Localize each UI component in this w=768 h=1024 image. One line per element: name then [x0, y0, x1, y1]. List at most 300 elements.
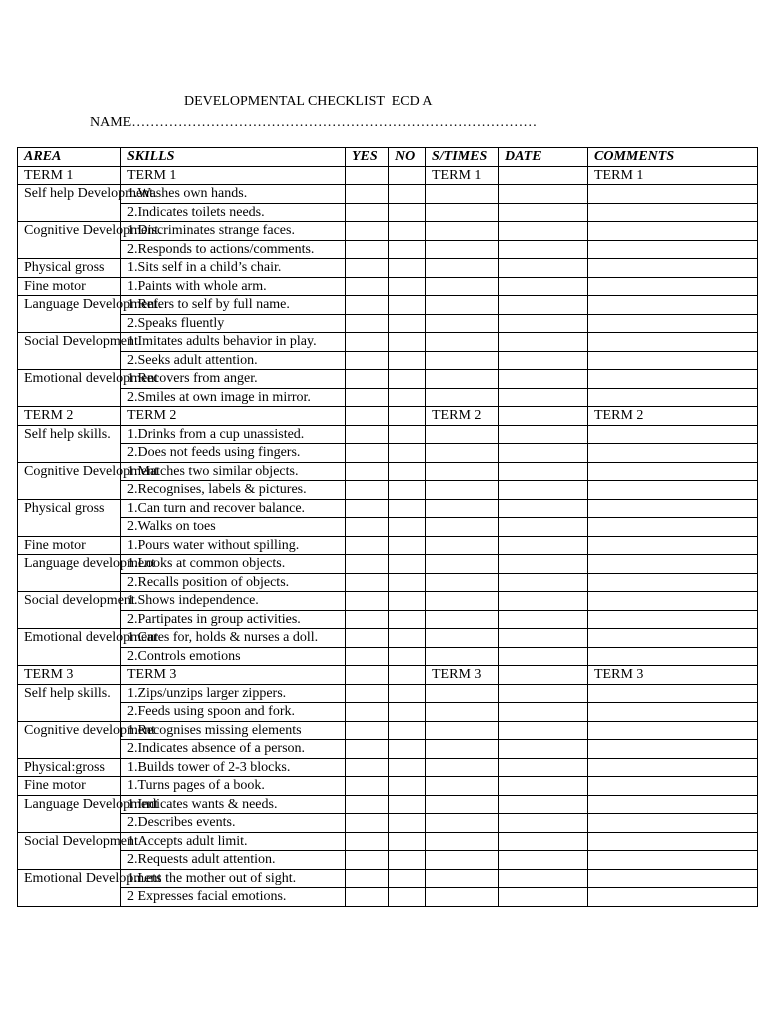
no-cell[interactable] — [389, 666, 426, 685]
stimes-cell[interactable] — [426, 758, 499, 777]
no-cell[interactable] — [389, 647, 426, 666]
area-cell: Fine motor — [18, 277, 121, 296]
stimes-cell[interactable] — [426, 370, 499, 389]
date-cell[interactable] — [499, 740, 588, 759]
comments-cell[interactable] — [588, 684, 758, 703]
skill-row — [18, 610, 758, 629]
skill-cell: 1.Matches two similar objects. — [121, 462, 346, 481]
comments-cell[interactable] — [588, 314, 758, 333]
date-cell[interactable] — [499, 647, 588, 666]
stimes-cell[interactable] — [426, 185, 499, 204]
date-cell[interactable] — [499, 388, 588, 407]
no-cell[interactable] — [389, 795, 426, 814]
date-cell[interactable] — [499, 314, 588, 333]
yes-cell[interactable] — [346, 407, 389, 426]
term-skills-label: TERM 1 — [121, 166, 346, 185]
yes-cell[interactable] — [346, 869, 389, 888]
skill-cell: 2.Recognises, labels & pictures. — [121, 481, 346, 500]
date-cell[interactable] — [499, 629, 588, 648]
skill-cell: 2 Expresses facial emotions. — [121, 888, 346, 907]
no-cell[interactable] — [389, 869, 426, 888]
date-cell[interactable] — [499, 610, 588, 629]
skill-row — [18, 777, 758, 796]
no-cell[interactable] — [389, 629, 426, 648]
term-comments-label: TERM 3 — [588, 666, 758, 685]
comments-cell[interactable] — [588, 351, 758, 370]
no-cell[interactable] — [389, 555, 426, 574]
comments-cell[interactable] — [588, 592, 758, 611]
comments-cell[interactable] — [588, 740, 758, 759]
skill-row — [18, 499, 758, 518]
skill-row — [18, 814, 758, 833]
skill-cell: 2.Partipates in group activities. — [121, 610, 346, 629]
yes-cell[interactable] — [346, 795, 389, 814]
stimes-cell[interactable] — [426, 296, 499, 315]
no-cell[interactable] — [389, 166, 426, 185]
yes-cell[interactable] — [346, 222, 389, 241]
stimes-cell[interactable] — [426, 814, 499, 833]
date-cell[interactable] — [499, 222, 588, 241]
developmental-checklist-table — [17, 147, 758, 907]
skill-cell: 1.Sits self in a child’s chair. — [121, 259, 346, 278]
stimes-cell[interactable] — [426, 518, 499, 537]
term-comments-label: TERM 2 — [588, 407, 758, 426]
date-cell[interactable] — [499, 185, 588, 204]
skill-cell: 2.Requests adult attention. — [121, 851, 346, 870]
term-header-row — [18, 407, 758, 426]
yes-cell[interactable] — [346, 462, 389, 481]
skill-row — [18, 481, 758, 500]
area-cell: Physical gross — [18, 259, 121, 278]
skill-row — [18, 629, 758, 648]
skill-row — [18, 222, 758, 241]
skill-cell: 2.Seeks adult attention. — [121, 351, 346, 370]
no-cell[interactable] — [389, 721, 426, 740]
skill-cell: 2.Speaks fluently — [121, 314, 346, 333]
no-cell[interactable] — [389, 481, 426, 500]
yes-cell[interactable] — [346, 499, 389, 518]
comments-cell[interactable] — [588, 629, 758, 648]
skill-row — [18, 869, 758, 888]
stimes-cell[interactable] — [426, 499, 499, 518]
stimes-cell[interactable] — [426, 888, 499, 907]
skill-cell: 1.Looks at common objects. — [121, 555, 346, 574]
stimes-cell[interactable] — [426, 203, 499, 222]
no-cell[interactable] — [389, 351, 426, 370]
stimes-cell[interactable] — [426, 259, 499, 278]
header-area: AREA — [18, 148, 121, 167]
stimes-cell[interactable] — [426, 444, 499, 463]
no-cell[interactable] — [389, 851, 426, 870]
date-cell[interactable] — [499, 703, 588, 722]
no-cell[interactable] — [389, 499, 426, 518]
comments-cell[interactable] — [588, 610, 758, 629]
stimes-cell[interactable] — [426, 703, 499, 722]
stimes-cell[interactable] — [426, 851, 499, 870]
comments-cell[interactable] — [588, 444, 758, 463]
stimes-cell[interactable] — [426, 555, 499, 574]
comments-cell[interactable] — [588, 795, 758, 814]
skill-cell: 1.Shows independence. — [121, 592, 346, 611]
header-stimes: S/TIMES — [426, 148, 499, 167]
skill-cell: 2.Describes events. — [121, 814, 346, 833]
header-yes: YES — [346, 148, 389, 167]
date-cell[interactable] — [499, 481, 588, 500]
date-cell[interactable] — [499, 795, 588, 814]
no-cell[interactable] — [389, 684, 426, 703]
comments-cell[interactable] — [588, 814, 758, 833]
stimes-cell[interactable] — [426, 425, 499, 444]
skill-row — [18, 795, 758, 814]
stimes-cell[interactable] — [426, 222, 499, 241]
skill-row — [18, 370, 758, 389]
stimes-cell[interactable] — [426, 869, 499, 888]
skill-row — [18, 851, 758, 870]
date-cell[interactable] — [499, 814, 588, 833]
date-cell[interactable] — [499, 536, 588, 555]
stimes-cell[interactable] — [426, 351, 499, 370]
skill-cell: 1.Recovers from anger. — [121, 370, 346, 389]
yes-cell[interactable] — [346, 203, 389, 222]
no-cell[interactable] — [389, 296, 426, 315]
yes-cell[interactable] — [346, 573, 389, 592]
yes-cell[interactable] — [346, 166, 389, 185]
skill-row — [18, 296, 758, 315]
comments-cell[interactable] — [588, 721, 758, 740]
no-cell[interactable] — [389, 277, 426, 296]
no-cell[interactable] — [389, 703, 426, 722]
header-no: NO — [389, 148, 426, 167]
yes-cell[interactable] — [346, 703, 389, 722]
skill-row — [18, 703, 758, 722]
comments-cell[interactable] — [588, 203, 758, 222]
yes-cell[interactable] — [346, 370, 389, 389]
area-cell: Cognitive Development. — [18, 222, 121, 259]
yes-cell[interactable] — [346, 518, 389, 537]
yes-cell[interactable] — [346, 777, 389, 796]
skill-row — [18, 758, 758, 777]
stimes-cell[interactable] — [426, 240, 499, 259]
yes-cell[interactable] — [346, 388, 389, 407]
yes-cell[interactable] — [346, 758, 389, 777]
no-cell[interactable] — [389, 888, 426, 907]
no-cell[interactable] — [389, 592, 426, 611]
date-cell[interactable] — [499, 851, 588, 870]
term-header-row — [18, 666, 758, 685]
area-cell: Self help Development. — [18, 185, 121, 222]
comments-cell[interactable] — [588, 259, 758, 278]
no-cell[interactable] — [389, 740, 426, 759]
date-cell[interactable] — [499, 296, 588, 315]
stimes-cell[interactable] — [426, 314, 499, 333]
checklist-body — [18, 166, 758, 906]
area-cell: Fine motor — [18, 536, 121, 555]
yes-cell[interactable] — [346, 185, 389, 204]
skill-row — [18, 684, 758, 703]
date-cell[interactable] — [499, 499, 588, 518]
no-cell[interactable] — [389, 259, 426, 278]
term-skills-label: TERM 3 — [121, 666, 346, 685]
comments-cell[interactable] — [588, 703, 758, 722]
name-field-line: NAME…………………………………………………………………………… — [90, 115, 538, 130]
area-cell: Cognitive Development — [18, 462, 121, 499]
comments-cell[interactable] — [588, 758, 758, 777]
skill-row — [18, 462, 758, 481]
comments-cell[interactable] — [588, 333, 758, 352]
area-cell: Self help skills. — [18, 684, 121, 721]
skill-row — [18, 573, 758, 592]
comments-cell[interactable] — [588, 888, 758, 907]
comments-cell[interactable] — [588, 388, 758, 407]
skill-row — [18, 888, 758, 907]
skill-row — [18, 425, 758, 444]
yes-cell[interactable] — [346, 425, 389, 444]
yes-cell[interactable] — [346, 647, 389, 666]
area-cell: Emotional development — [18, 370, 121, 407]
comments-cell[interactable] — [588, 499, 758, 518]
header-row — [18, 148, 758, 167]
comments-cell[interactable] — [588, 573, 758, 592]
area-cell: Language Development — [18, 795, 121, 832]
skill-row — [18, 721, 758, 740]
skill-row — [18, 240, 758, 259]
date-cell[interactable] — [499, 666, 588, 685]
area-cell: Physical:gross — [18, 758, 121, 777]
skill-row — [18, 740, 758, 759]
no-cell[interactable] — [389, 333, 426, 352]
no-cell[interactable] — [389, 444, 426, 463]
no-cell[interactable] — [389, 222, 426, 241]
skill-cell: 1.Builds tower of 2-3 blocks. — [121, 758, 346, 777]
comments-cell[interactable] — [588, 185, 758, 204]
no-cell[interactable] — [389, 407, 426, 426]
no-cell[interactable] — [389, 777, 426, 796]
date-cell[interactable] — [499, 166, 588, 185]
comments-cell[interactable] — [588, 240, 758, 259]
comments-cell[interactable] — [588, 869, 758, 888]
stimes-cell[interactable] — [426, 629, 499, 648]
stimes-cell[interactable] — [426, 333, 499, 352]
no-cell[interactable] — [389, 203, 426, 222]
yes-cell[interactable] — [346, 629, 389, 648]
yes-cell[interactable] — [346, 684, 389, 703]
comments-cell[interactable] — [588, 222, 758, 241]
date-cell[interactable] — [499, 462, 588, 481]
date-cell[interactable] — [499, 592, 588, 611]
skill-cell: 1.Discriminates strange faces. — [121, 222, 346, 241]
date-cell[interactable] — [499, 259, 588, 278]
term-label: TERM 1 — [18, 166, 121, 185]
skill-cell: 2.Indicates absence of a person. — [121, 740, 346, 759]
comments-cell[interactable] — [588, 832, 758, 851]
comments-cell[interactable] — [588, 462, 758, 481]
yes-cell[interactable] — [346, 481, 389, 500]
comments-cell[interactable] — [588, 536, 758, 555]
stimes-cell[interactable] — [426, 777, 499, 796]
date-cell[interactable] — [499, 444, 588, 463]
comments-cell[interactable] — [588, 481, 758, 500]
no-cell[interactable] — [389, 388, 426, 407]
date-cell[interactable] — [499, 777, 588, 796]
document-title: DEVELOPMENTAL CHECKLIST ECD A — [184, 94, 433, 109]
yes-cell[interactable] — [346, 740, 389, 759]
stimes-cell[interactable] — [426, 647, 499, 666]
yes-cell[interactable] — [346, 610, 389, 629]
skill-row — [18, 388, 758, 407]
stimes-cell[interactable] — [426, 592, 499, 611]
skill-cell: 1.Pours water without spilling. — [121, 536, 346, 555]
yes-cell[interactable] — [346, 259, 389, 278]
yes-cell[interactable] — [346, 592, 389, 611]
stimes-cell[interactable] — [426, 536, 499, 555]
date-cell[interactable] — [499, 888, 588, 907]
stimes-cell[interactable] — [426, 462, 499, 481]
no-cell[interactable] — [389, 814, 426, 833]
comments-cell[interactable] — [588, 296, 758, 315]
skill-row — [18, 185, 758, 204]
yes-cell[interactable] — [346, 444, 389, 463]
skill-cell: 1.Cares for, holds & nurses a doll. — [121, 629, 346, 648]
header-date: DATE — [499, 148, 588, 167]
skill-row — [18, 203, 758, 222]
comments-cell[interactable] — [588, 777, 758, 796]
no-cell[interactable] — [389, 758, 426, 777]
yes-cell[interactable] — [346, 333, 389, 352]
skill-row — [18, 592, 758, 611]
skill-cell: 1.Imitates adults behavior in play. — [121, 333, 346, 352]
skill-cell: 2.Recalls position of objects. — [121, 573, 346, 592]
stimes-cell[interactable] — [426, 740, 499, 759]
yes-cell[interactable] — [346, 832, 389, 851]
stimes-cell[interactable] — [426, 277, 499, 296]
no-cell[interactable] — [389, 518, 426, 537]
yes-cell[interactable] — [346, 277, 389, 296]
date-cell[interactable] — [499, 407, 588, 426]
skill-cell: 1.Refers to self by full name. — [121, 296, 346, 315]
area-cell: Social Development — [18, 832, 121, 869]
skill-cell: 1.Lets the mother out of sight. — [121, 869, 346, 888]
date-cell[interactable] — [499, 277, 588, 296]
comments-cell[interactable] — [588, 647, 758, 666]
no-cell[interactable] — [389, 832, 426, 851]
date-cell[interactable] — [499, 370, 588, 389]
yes-cell[interactable] — [346, 814, 389, 833]
yes-cell[interactable] — [346, 240, 389, 259]
term-stimes-label: TERM 2 — [426, 407, 499, 426]
skill-row — [18, 536, 758, 555]
yes-cell[interactable] — [346, 555, 389, 574]
skill-row — [18, 277, 758, 296]
area-cell: Language Development. — [18, 296, 121, 333]
skill-row — [18, 444, 758, 463]
skill-row — [18, 259, 758, 278]
date-cell[interactable] — [499, 240, 588, 259]
no-cell[interactable] — [389, 610, 426, 629]
no-cell[interactable] — [389, 185, 426, 204]
skill-cell: 1.Recognises missing elements — [121, 721, 346, 740]
no-cell[interactable] — [389, 536, 426, 555]
skill-row — [18, 832, 758, 851]
stimes-cell[interactable] — [426, 573, 499, 592]
date-cell[interactable] — [499, 425, 588, 444]
yes-cell[interactable] — [346, 351, 389, 370]
skill-cell: 2.Feeds using spoon and fork. — [121, 703, 346, 722]
date-cell[interactable] — [499, 869, 588, 888]
skill-row — [18, 647, 758, 666]
area-cell: Self help skills. — [18, 425, 121, 462]
skill-row — [18, 314, 758, 333]
stimes-cell[interactable] — [426, 481, 499, 500]
date-cell[interactable] — [499, 721, 588, 740]
skill-row — [18, 351, 758, 370]
comments-cell[interactable] — [588, 518, 758, 537]
yes-cell[interactable] — [346, 666, 389, 685]
date-cell[interactable] — [499, 555, 588, 574]
no-cell[interactable] — [389, 425, 426, 444]
term-header-row — [18, 166, 758, 185]
header-comments: COMMENTS — [588, 148, 758, 167]
stimes-cell[interactable] — [426, 684, 499, 703]
area-cell: Cognitive development — [18, 721, 121, 758]
stimes-cell[interactable] — [426, 795, 499, 814]
yes-cell[interactable] — [346, 536, 389, 555]
comments-cell[interactable] — [588, 851, 758, 870]
skill-cell: 2.Indicates toilets needs. — [121, 203, 346, 222]
stimes-cell[interactable] — [426, 388, 499, 407]
skill-cell: 1.Can turn and recover balance. — [121, 499, 346, 518]
no-cell[interactable] — [389, 314, 426, 333]
skill-row — [18, 555, 758, 574]
area-cell: Social development — [18, 592, 121, 629]
skill-cell: 1.Drinks from a cup unassisted. — [121, 425, 346, 444]
skill-cell: 1.Indicates wants & needs. — [121, 795, 346, 814]
yes-cell[interactable] — [346, 888, 389, 907]
comments-cell[interactable] — [588, 277, 758, 296]
stimes-cell[interactable] — [426, 832, 499, 851]
skill-cell: 2.Smiles at own image in mirror. — [121, 388, 346, 407]
no-cell[interactable] — [389, 462, 426, 481]
date-cell[interactable] — [499, 573, 588, 592]
no-cell[interactable] — [389, 370, 426, 389]
skill-cell: 2.Responds to actions/comments. — [121, 240, 346, 259]
skill-row — [18, 333, 758, 352]
yes-cell[interactable] — [346, 721, 389, 740]
date-cell[interactable] — [499, 684, 588, 703]
skill-cell: 1.Washes own hands. — [121, 185, 346, 204]
date-cell[interactable] — [499, 351, 588, 370]
yes-cell[interactable] — [346, 851, 389, 870]
term-stimes-label: TERM 1 — [426, 166, 499, 185]
no-cell[interactable] — [389, 240, 426, 259]
skill-cell: 2.Does not feeds using fingers. — [121, 444, 346, 463]
yes-cell[interactable] — [346, 314, 389, 333]
comments-cell[interactable] — [588, 370, 758, 389]
date-cell[interactable] — [499, 203, 588, 222]
date-cell[interactable] — [499, 518, 588, 537]
area-cell: Language development — [18, 555, 121, 592]
date-cell[interactable] — [499, 333, 588, 352]
skill-cell: 2.Controls emotions — [121, 647, 346, 666]
date-cell[interactable] — [499, 832, 588, 851]
stimes-cell[interactable] — [426, 610, 499, 629]
comments-cell[interactable] — [588, 425, 758, 444]
comments-cell[interactable] — [588, 555, 758, 574]
term-label: TERM 2 — [18, 407, 121, 426]
stimes-cell[interactable] — [426, 721, 499, 740]
date-cell[interactable] — [499, 758, 588, 777]
no-cell[interactable] — [389, 573, 426, 592]
yes-cell[interactable] — [346, 296, 389, 315]
